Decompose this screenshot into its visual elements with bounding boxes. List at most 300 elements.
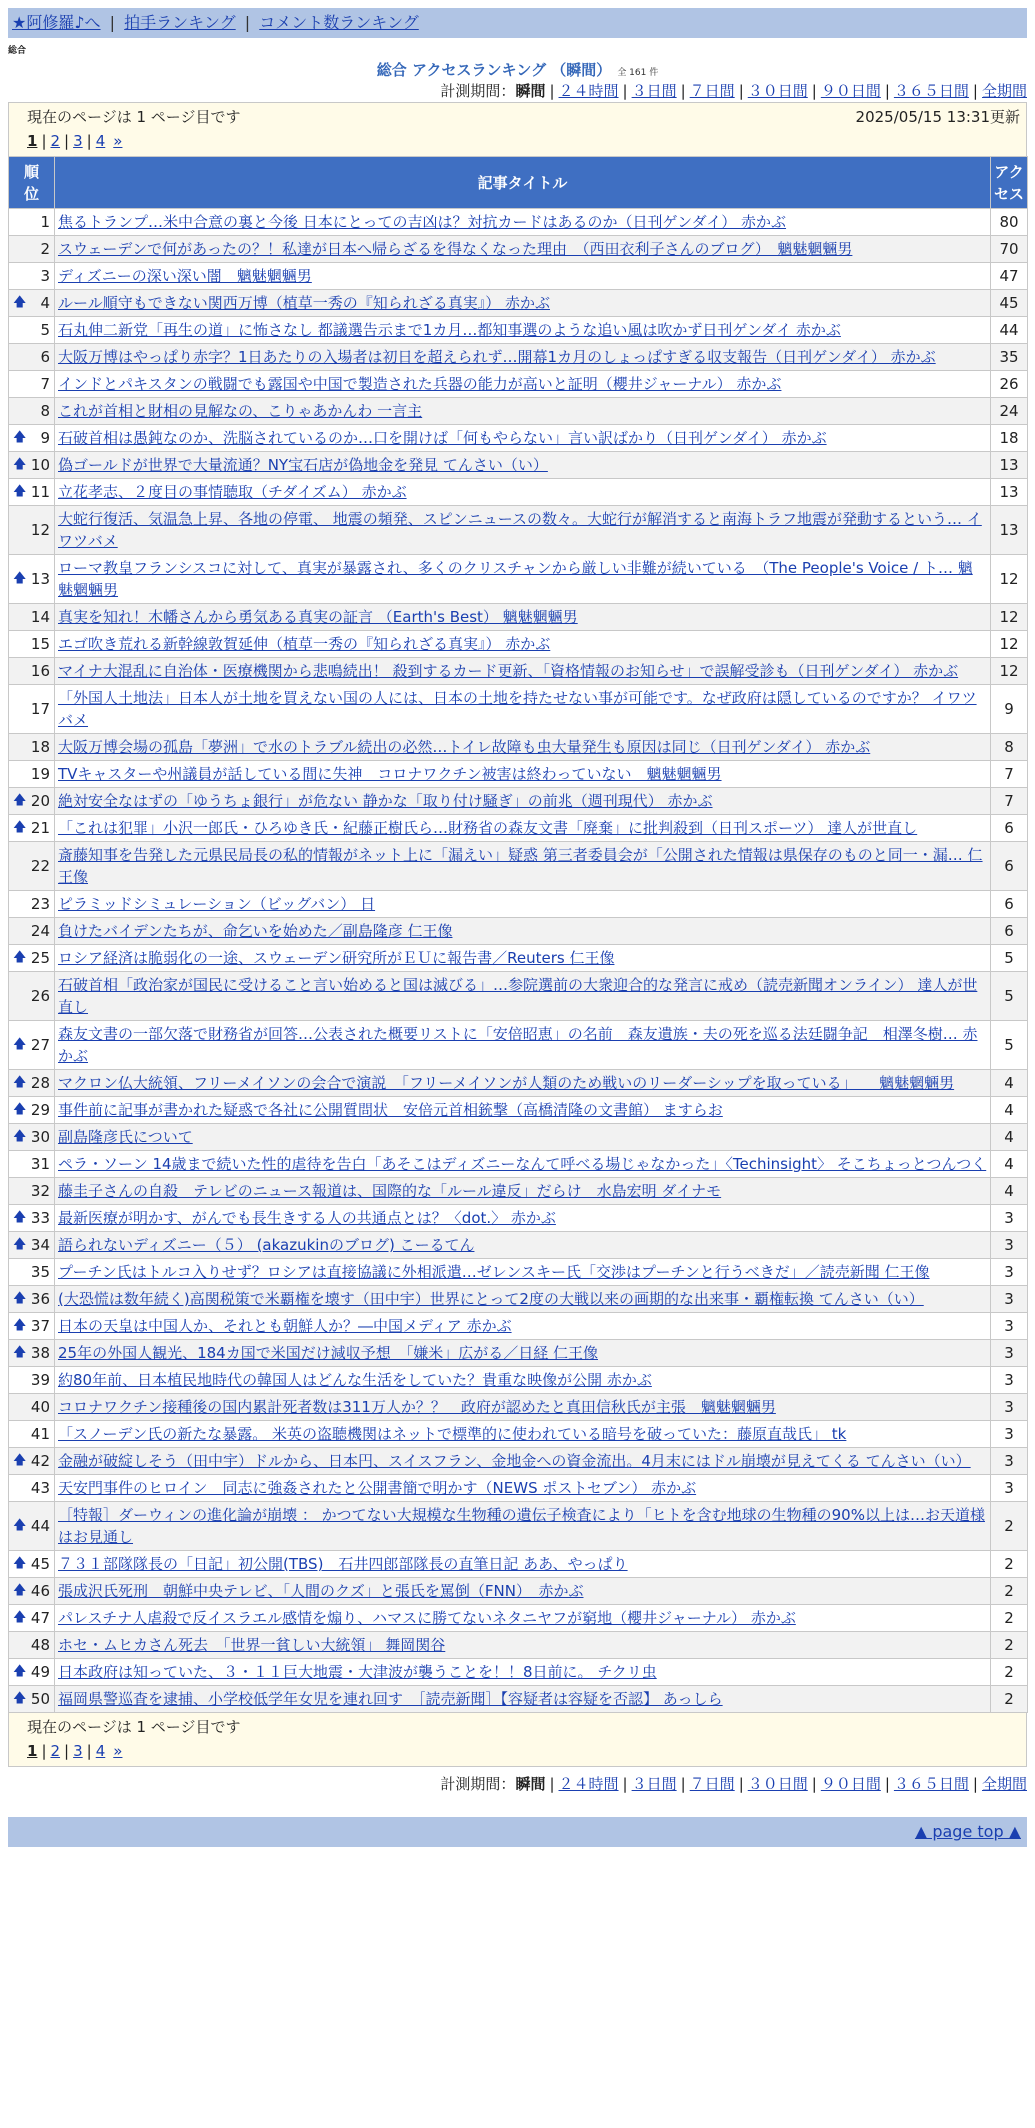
article-link[interactable]: 負けたバイデンたちが、命乞いを始めた／副島隆彦 仁王像 bbox=[58, 922, 453, 940]
page-separator: | bbox=[86, 1742, 92, 1760]
period-link-6[interactable]: ３６５日間 bbox=[893, 82, 969, 100]
rank-number: 20 bbox=[30, 792, 50, 810]
rank-cell bbox=[9, 1205, 55, 1232]
table-row bbox=[9, 815, 1028, 842]
rank-cell bbox=[9, 1286, 55, 1313]
up-arrow-icon: 🡅 bbox=[13, 1691, 27, 1706]
period-link-5[interactable]: ９０日間 bbox=[820, 1775, 881, 1793]
rank-number: 27 bbox=[30, 1036, 50, 1054]
title-cell bbox=[55, 1021, 991, 1070]
article-link[interactable]: 大阪万博会場の孤島「夢洲」で水のトラブル続出の必然…トイレ故障も虫大量発生も原因は同じ（日刊ゲンダイ） 赤かぶ bbox=[58, 738, 871, 756]
article-link[interactable]: ペラ・ソーン 14歳まで続いた性的虐待を告白「あそこはディズニーなんて呼べる場じゃなかった」〈Techinsight〉 そこちょっとつんつく bbox=[58, 1155, 987, 1173]
article-link[interactable]: 副島隆彦氏について bbox=[58, 1128, 193, 1146]
home-link[interactable]: ★阿修羅♪へ bbox=[12, 13, 101, 32]
title-cell bbox=[55, 1340, 991, 1367]
access-count: 3 bbox=[991, 1340, 1028, 1367]
table-row bbox=[9, 506, 1028, 555]
title-cell bbox=[55, 1605, 991, 1632]
access-count: 26 bbox=[991, 371, 1028, 398]
period-separator: | bbox=[549, 1775, 555, 1793]
rank-number: 21 bbox=[30, 819, 50, 837]
table-row bbox=[9, 1632, 1028, 1659]
rank-cell bbox=[9, 604, 55, 631]
article-link[interactable]: プーチン氏はトルコ入りせず？ロシアは直接協議に外相派遣…ゼレンスキー氏「交渉はプーチンと行うべきだ」／読売新聞 仁王像 bbox=[58, 1263, 930, 1281]
up-arrow-icon: 🡅 bbox=[13, 793, 27, 808]
title-cell bbox=[55, 1448, 991, 1475]
access-count: 3 bbox=[991, 1259, 1028, 1286]
title-cell bbox=[55, 1367, 991, 1394]
rank-number: 28 bbox=[30, 1074, 50, 1092]
article-link[interactable]: 石破首相「政治家が国民に受けること言い始めると国は滅びる」…参院選前の大衆迎合的な発言に戒め（読売新聞オンライン） 達人が世直し bbox=[58, 976, 978, 1016]
rank-cell bbox=[9, 1475, 55, 1502]
table-row bbox=[9, 1448, 1028, 1475]
access-count: 2 bbox=[991, 1502, 1028, 1551]
table-row bbox=[9, 1659, 1028, 1686]
access-count: 9 bbox=[991, 685, 1028, 734]
rank-cell bbox=[9, 1686, 55, 1713]
rank-cell bbox=[9, 1259, 55, 1286]
nav-separator: | bbox=[244, 13, 251, 32]
rank-number: 10 bbox=[30, 456, 50, 474]
article-link[interactable]: TVキャスターや州議員が話している間に失神 コロナワクチン被害は終わっていない 魑魅魍魎男 bbox=[58, 765, 722, 783]
article-link[interactable]: ［特報］ダーウィンの進化論が崩壊 ： かつてない大規模な生物種の遺伝子検査により「ヒトを含む地球の生物種の90%以上は…お天道様はお見通し bbox=[58, 1506, 985, 1546]
up-arrow-icon: 🡅 bbox=[13, 571, 27, 586]
rank-cell bbox=[9, 506, 55, 555]
rank-number: 2 bbox=[40, 240, 50, 258]
article-link[interactable]: 約80年前、日本植民地時代の韓国人はどんな生活をしていた？貴重な映像が公開 赤かぶ bbox=[58, 1371, 652, 1389]
article-link[interactable]: 日本の天皇は中国人か、それとも朝鮮人か？―中国メディア 赤かぶ bbox=[58, 1317, 512, 1335]
rank-cell bbox=[9, 236, 55, 263]
table-row bbox=[9, 604, 1028, 631]
article-link[interactable]: 森友文書の一部欠落で財務省が回答…公表された概要リストに「安倍昭恵」の名前 森友遺族・夫の死を巡る法廷闘争記 相澤冬樹… 赤かぶ bbox=[58, 1025, 978, 1065]
article-link[interactable]: ７３１部隊隊長の「日記」初公開(TBS) 石井四郎部隊長の直筆日記 ああ、やっぱり bbox=[58, 1555, 628, 1573]
table-row bbox=[9, 631, 1028, 658]
access-count: 13 bbox=[991, 506, 1028, 555]
access-count: 7 bbox=[991, 761, 1028, 788]
article-link[interactable]: 金融が破綻しそう（田中宇）ドルから、日本円、スイスフラン、金地金への資金流出。4月末にはドル崩壊が見えてくる てんさい（い） bbox=[58, 1452, 971, 1470]
article-link[interactable]: ホセ・ムヒカさん死去 「世界一貧しい大統領」 舞岡関谷 bbox=[58, 1636, 446, 1654]
period-separator: | bbox=[680, 1775, 686, 1793]
table-row bbox=[9, 918, 1028, 945]
up-arrow-icon: 🡅 bbox=[13, 1102, 27, 1117]
period-separator: | bbox=[622, 82, 628, 100]
page-title bbox=[8, 60, 1027, 80]
up-arrow-icon: 🡅 bbox=[13, 1556, 27, 1571]
title-cell bbox=[55, 1686, 991, 1713]
article-link[interactable]: 張成沢氏死刑 朝鮮中央テレビ、「人間のクズ」と張氏を罵倒（FNN） 赤かぶ bbox=[58, 1582, 584, 1600]
rank-number: 3 bbox=[40, 267, 50, 285]
rank-cell bbox=[9, 371, 55, 398]
rank-number: 31 bbox=[30, 1155, 50, 1173]
table-row bbox=[9, 1205, 1028, 1232]
table-row bbox=[9, 1070, 1028, 1097]
rank-cell bbox=[9, 1178, 55, 1205]
access-count: 18 bbox=[991, 425, 1028, 452]
article-link[interactable]: スウェーデンで何があったの？！私達が日本へ帰らざるを得なくなった理由 （西田衣利子さんのブログ） 魑魅魍魎男 bbox=[58, 240, 853, 258]
period-link-3[interactable]: ７日間 bbox=[689, 1775, 735, 1793]
access-count: 12 bbox=[991, 658, 1028, 685]
rank-cell bbox=[9, 842, 55, 891]
access-count: 4 bbox=[991, 1124, 1028, 1151]
up-arrow-icon: 🡅 bbox=[13, 1129, 27, 1144]
rank-number: 7 bbox=[40, 375, 50, 393]
rank-cell bbox=[9, 555, 55, 604]
article-link[interactable]: インドとパキスタンの戦闘でも露国や中国で製造された兵器の能力が高いと証明（櫻井ジャーナル） 赤かぶ bbox=[58, 375, 782, 393]
table-row bbox=[9, 891, 1028, 918]
access-count: 7 bbox=[991, 788, 1028, 815]
access-count: 13 bbox=[991, 452, 1028, 479]
access-header: アクセス bbox=[991, 157, 1028, 209]
rank-cell bbox=[9, 425, 55, 452]
rank-number: 24 bbox=[30, 922, 50, 940]
article-link[interactable]: 「これは犯罪」小沢一郎氏・ひろゆき氏・紀藤正樹氏ら…財務省の森友文書「廃棄」に批判殺到（日刊スポーツ） 達人が世直し bbox=[58, 819, 918, 837]
article-link[interactable]: 焦るトランプ…米中合意の裏と今後 日本にとっての吉凶は？対抗カードはあるのか（日刊ゲンダイ） 赤かぶ bbox=[58, 213, 787, 231]
table-row bbox=[9, 1232, 1028, 1259]
title-cell bbox=[55, 1475, 991, 1502]
article-link[interactable]: 最新医療が明かす、がんでも長生きする人の共通点とは？〈dot.〉 赤かぶ bbox=[58, 1209, 556, 1227]
table-row bbox=[9, 1421, 1028, 1448]
table-row bbox=[9, 1394, 1028, 1421]
article-link[interactable]: 偽ゴールドが世界で大量流通？NY宝石店が偽地金を発見 てんさい（い） bbox=[58, 456, 548, 474]
title-cell bbox=[55, 506, 991, 555]
period-link-5[interactable]: ９０日間 bbox=[820, 82, 881, 100]
access-count: 12 bbox=[991, 555, 1028, 604]
title-cell bbox=[55, 918, 991, 945]
article-link[interactable]: 福岡県警巡査を逮捕、小学校低学年女児を連れ回す ［読売新聞］【容疑者は容疑を否認】 あっしら bbox=[58, 1690, 723, 1708]
access-count: 70 bbox=[991, 236, 1028, 263]
table-row bbox=[9, 658, 1028, 685]
article-link[interactable]: 語られないディズニー（５） (akazukinのブログ) こーるてん bbox=[58, 1236, 475, 1254]
title-cell bbox=[55, 425, 991, 452]
access-count: 44 bbox=[991, 317, 1028, 344]
title-cell bbox=[55, 344, 991, 371]
title-cell bbox=[55, 734, 991, 761]
rank-number: 43 bbox=[30, 1479, 50, 1497]
rank-number: 19 bbox=[30, 765, 50, 783]
rank-cell bbox=[9, 479, 55, 506]
rank-cell bbox=[9, 1367, 55, 1394]
rank-cell bbox=[9, 452, 55, 479]
rank-cell bbox=[9, 344, 55, 371]
rank-cell bbox=[9, 1124, 55, 1151]
page-link-3[interactable]: 3 bbox=[73, 132, 83, 150]
access-count: 3 bbox=[991, 1286, 1028, 1313]
table-row bbox=[9, 1578, 1028, 1605]
rank-number: 13 bbox=[30, 570, 50, 588]
page-top-link[interactable]: ▲ page top ▲ bbox=[914, 1822, 1021, 1841]
page-separator: | bbox=[64, 132, 70, 150]
access-count: 2 bbox=[991, 1659, 1028, 1686]
access-count: 12 bbox=[991, 604, 1028, 631]
title-header: 記事タイトル bbox=[55, 157, 991, 209]
rank-cell bbox=[9, 788, 55, 815]
article-link[interactable]: 真実を知れ！木幡さんから勇気ある真実の証言 （Earth's Best） 魑魅魍魎男 bbox=[58, 608, 578, 626]
article-link[interactable]: 絶対安全なはずの「ゆうちょ銀行」が危ない 静かな「取り付け騒ぎ」の前兆（週刊現代） 赤かぶ bbox=[58, 792, 713, 810]
access-count: 80 bbox=[991, 209, 1028, 236]
table-row bbox=[9, 1151, 1028, 1178]
period-current: 瞬間 bbox=[515, 82, 546, 100]
rank-number: 8 bbox=[40, 402, 50, 420]
access-count: 2 bbox=[991, 1605, 1028, 1632]
title-cell bbox=[55, 972, 991, 1021]
article-link[interactable]: エゴ吹き荒れる新幹線敦賀延伸（植草一秀の『知られざる真実』） 赤かぶ bbox=[58, 635, 551, 653]
period-link-1[interactable]: ２４時間 bbox=[558, 82, 619, 100]
access-count: 6 bbox=[991, 842, 1028, 891]
page-current: 1 bbox=[27, 132, 38, 150]
title-cell bbox=[55, 1232, 991, 1259]
rank-cell bbox=[9, 1232, 55, 1259]
table-row bbox=[9, 842, 1028, 891]
title-cell bbox=[55, 1151, 991, 1178]
rank-number: 44 bbox=[30, 1517, 50, 1535]
period-separator: | bbox=[972, 82, 978, 100]
article-link[interactable]: ピラミッドシミュレーション（ビッグバン） 日 bbox=[58, 895, 376, 913]
rank-number: 25 bbox=[30, 949, 50, 967]
access-count: 45 bbox=[991, 290, 1028, 317]
period-separator: | bbox=[811, 1775, 817, 1793]
table-row bbox=[9, 209, 1028, 236]
table-row bbox=[9, 1340, 1028, 1367]
access-count: 6 bbox=[991, 918, 1028, 945]
rank-cell bbox=[9, 918, 55, 945]
article-link[interactable]: ルール順守もできない関西万博（植草一秀の『知られざる真実』） 赤かぶ bbox=[58, 294, 550, 312]
article-link[interactable]: ロシア経済は脆弱化の一途、スウェーデン研究所がＥＵに報告書／Reuters 仁王像 bbox=[58, 949, 615, 967]
rank-number: 22 bbox=[30, 857, 50, 875]
period-separator: | bbox=[549, 82, 555, 100]
rank-cell bbox=[9, 1421, 55, 1448]
article-link[interactable]: コロナワクチン接種後の国内累計死者数は311万人か？？ 政府が認めたと真田信秋氏が主張 魑魅魍魎男 bbox=[58, 1398, 776, 1416]
period-link-4[interactable]: ３０日間 bbox=[747, 1775, 808, 1793]
article-link[interactable]: ローマ教皇フランシスコに対して、真実が暴露され、多くのクリスチャンから厳しい非難が続いている （The People's Voice / ト… 魑魅魍魎男 bbox=[58, 559, 973, 599]
article-link[interactable]: マクロン仏大統領、フリーメイソンの会合で演説 「フリーメイソンが人類のため戦いのリーダーシップを取っている」 魑魅魍魎男 bbox=[58, 1074, 955, 1092]
page-link-4[interactable]: 4 bbox=[95, 132, 106, 150]
rank-cell bbox=[9, 734, 55, 761]
title-cell bbox=[55, 842, 991, 891]
up-arrow-icon: 🡅 bbox=[13, 950, 27, 965]
article-link[interactable]: 「スノーデン氏の新たな暴露。 米英の盗聴機関はネットで標準的に使われている暗号を破っていた：藤原直哉氏」 tk bbox=[58, 1425, 847, 1443]
rank-cell bbox=[9, 290, 55, 317]
period-link-1[interactable]: ２４時間 bbox=[558, 1775, 619, 1793]
page-next-link[interactable]: » bbox=[113, 1742, 123, 1760]
article-link[interactable]: パレスチナ人虐殺で反イスラエル感情を煽り、ハマスに勝てないネタニヤフが窮地（櫻井ジャーナル） 赤かぶ bbox=[58, 1609, 796, 1627]
article-link[interactable]: マイナ大混乱に自治体・医療機関から悲鳴続出！ 殺到するカード更新、「資格情報のお知らせ」で誤解受診も（日刊ゲンダイ） 赤かぶ bbox=[58, 662, 959, 680]
title-cell bbox=[55, 604, 991, 631]
rank-cell bbox=[9, 685, 55, 734]
table-row bbox=[9, 1551, 1028, 1578]
table-row bbox=[9, 1124, 1028, 1151]
article-link[interactable]: 天安門事件のヒロイン 同志に強姦されたと公開書簡で明かす（NEWS ポストセブン） 赤かぶ bbox=[58, 1479, 697, 1497]
up-arrow-icon: 🡅 bbox=[13, 1518, 27, 1533]
rank-number: 37 bbox=[30, 1317, 50, 1335]
title-cell bbox=[55, 1205, 991, 1232]
updated-timestamp: 2025/05/15 13:31更新 bbox=[855, 108, 1020, 126]
rank-number: 40 bbox=[30, 1398, 50, 1416]
rank-number: 36 bbox=[30, 1290, 50, 1308]
period-link-4[interactable]: ３０日間 bbox=[747, 82, 808, 100]
period-link-7[interactable]: 全期間 bbox=[981, 82, 1027, 100]
page-separator: | bbox=[41, 1742, 47, 1760]
article-link[interactable]: 事件前に記事が書かれた疑惑で各社に公開質問状 安倍元首相銃撃（高橋清隆の文書館） ますらお bbox=[58, 1101, 723, 1119]
article-link[interactable]: ディズニーの深い深い闇 魑魅魍魎男 bbox=[58, 267, 312, 285]
title-cell bbox=[55, 1578, 991, 1605]
title-cell bbox=[55, 263, 991, 290]
rank-number: 5 bbox=[40, 321, 50, 339]
period-label: 計測期間： bbox=[440, 82, 516, 100]
page-link-4[interactable]: 4 bbox=[95, 1742, 106, 1760]
article-link[interactable]: 立花孝志、２度目の事情聴取（チダイズム） 赤かぶ bbox=[58, 483, 407, 501]
period-link-7[interactable]: 全期間 bbox=[981, 1775, 1027, 1793]
table-row bbox=[9, 263, 1028, 290]
rank-cell bbox=[9, 209, 55, 236]
page-link-2[interactable]: 2 bbox=[50, 1742, 61, 1760]
access-count: 3 bbox=[991, 1205, 1028, 1232]
table-row bbox=[9, 1475, 1028, 1502]
access-count: 2 bbox=[991, 1551, 1028, 1578]
article-link[interactable]: これが首相と財相の見解なの、こりゃあかんわ 一言主 bbox=[58, 402, 423, 420]
article-link[interactable]: 石破首相は愚鈍なのか、洗脳されているのか…口を開けば「何もやらない」言い訳ばかり（日刊ゲンダイ） 赤かぶ bbox=[58, 429, 827, 447]
access-count: 24 bbox=[991, 398, 1028, 425]
period-label: 計測期間： bbox=[440, 1775, 516, 1793]
article-link[interactable]: 石丸伸二新党「再生の道」に怖さなし 都議選告示まで1カ月…都知事選のような追い風は吹かず日刊ゲンダイ 赤かぶ bbox=[58, 321, 841, 339]
table-row bbox=[9, 398, 1028, 425]
up-arrow-icon: 🡅 bbox=[13, 1345, 27, 1360]
title-cell bbox=[55, 1070, 991, 1097]
rank-cell bbox=[9, 891, 55, 918]
comment-ranking-link[interactable]: コメント数ランキング bbox=[259, 13, 419, 32]
rank-cell bbox=[9, 815, 55, 842]
rank-cell bbox=[9, 1340, 55, 1367]
title-cell bbox=[55, 685, 991, 734]
rank-number: 48 bbox=[30, 1636, 50, 1654]
rank-cell bbox=[9, 1502, 55, 1551]
rank-header: 順位 bbox=[9, 157, 55, 209]
article-link[interactable]: 斎藤知事を告発した元県民局長の私的情報がネット上に「漏えい」疑惑 第三者委員会が「公開された情報は県保存のものと同一・漏… 仁王像 bbox=[58, 846, 983, 886]
up-arrow-icon: 🡅 bbox=[13, 430, 27, 445]
up-arrow-icon: 🡅 bbox=[13, 295, 27, 310]
rank-number: 6 bbox=[40, 348, 50, 366]
rank-number: 4 bbox=[40, 294, 50, 312]
period-separator: | bbox=[811, 82, 817, 100]
title-cell bbox=[55, 452, 991, 479]
pager bbox=[27, 1739, 1020, 1763]
title-cell bbox=[55, 1394, 991, 1421]
up-arrow-icon: 🡅 bbox=[13, 1318, 27, 1333]
rank-cell bbox=[9, 398, 55, 425]
period-selector bbox=[8, 1773, 1027, 1795]
rank-cell bbox=[9, 945, 55, 972]
article-link[interactable]: 大阪万博はやっぱり赤字？1日あたりの入場者は初日を超えられず…開幕1カ月のしょっぱすぎる収支報告（日刊ゲンダイ） 赤かぶ bbox=[58, 348, 936, 366]
rank-number: 16 bbox=[30, 662, 50, 680]
title-cell bbox=[55, 788, 991, 815]
article-link[interactable]: 25年の外国人観光、184カ国で米国だけ減収予想 「嫌米」広がる／日経 仁王像 bbox=[58, 1344, 598, 1362]
up-arrow-icon: 🡅 bbox=[13, 820, 27, 835]
rank-cell bbox=[9, 1578, 55, 1605]
access-count: 47 bbox=[991, 263, 1028, 290]
title-cell bbox=[55, 1097, 991, 1124]
access-count: 3 bbox=[991, 1313, 1028, 1340]
rank-number: 1 bbox=[40, 213, 50, 231]
table-row bbox=[9, 1605, 1028, 1632]
page-link-3[interactable]: 3 bbox=[73, 1742, 83, 1760]
period-link-6[interactable]: ３６５日間 bbox=[893, 1775, 969, 1793]
top-nav-bar bbox=[8, 8, 1027, 38]
up-arrow-icon: 🡅 bbox=[13, 1210, 27, 1225]
up-arrow-icon: 🡅 bbox=[13, 1664, 27, 1679]
rank-number: 26 bbox=[30, 987, 50, 1005]
rank-number: 30 bbox=[30, 1128, 50, 1146]
article-link[interactable]: 「外国人土地法」日本人が土地を買えない国の人には、日本の土地を持たせない事が可能です。なぜ政府は隠しているのですか？ イワツバメ bbox=[58, 689, 977, 729]
up-arrow-icon: 🡅 bbox=[13, 1291, 27, 1306]
clap-ranking-link[interactable]: 拍手ランキング bbox=[124, 13, 236, 32]
rank-cell bbox=[9, 1551, 55, 1578]
current-page-text: 現在のページは 1 ページ目です bbox=[27, 1718, 241, 1736]
title-cell bbox=[55, 1286, 991, 1313]
rank-cell bbox=[9, 1313, 55, 1340]
rank-number: 33 bbox=[30, 1209, 50, 1227]
page-link-2[interactable]: 2 bbox=[50, 132, 61, 150]
table-row bbox=[9, 972, 1028, 1021]
page-separator: | bbox=[64, 1742, 70, 1760]
rank-cell bbox=[9, 1632, 55, 1659]
rank-cell bbox=[9, 972, 55, 1021]
title-cell bbox=[55, 1632, 991, 1659]
title-cell bbox=[55, 290, 991, 317]
rank-number: 18 bbox=[30, 738, 50, 756]
access-count: 4 bbox=[991, 1178, 1028, 1205]
article-link[interactable]: 日本政府は知っていた、３・１１巨大地震・大津波が襲うことを！！8日前に。 チクリ虫 bbox=[58, 1663, 657, 1681]
table-row bbox=[9, 371, 1028, 398]
article-link[interactable]: 大蛇行復活、気温急上昇、各地の停電、 地震の頻発、スピンニュースの数々。大蛇行が解消すると南海トラフ地震が発動するという… イワツバメ bbox=[58, 510, 982, 550]
title-cell bbox=[55, 236, 991, 263]
title-cell bbox=[55, 479, 991, 506]
period-separator: | bbox=[680, 82, 686, 100]
article-link[interactable]: (大恐慌は数年続く)高関税策で米覇権を壊す（田中宇）世界にとって2度の大戦以来の画期的な出来事・覇権転換 てんさい（い） bbox=[58, 1290, 924, 1308]
period-link-2[interactable]: ３日間 bbox=[631, 1775, 677, 1793]
rank-number: 46 bbox=[30, 1582, 50, 1600]
rank-cell bbox=[9, 317, 55, 344]
title-cell bbox=[55, 317, 991, 344]
rank-number: 12 bbox=[30, 521, 50, 539]
access-count: 3 bbox=[991, 1475, 1028, 1502]
table-row bbox=[9, 1097, 1028, 1124]
access-count: 3 bbox=[991, 1421, 1028, 1448]
rank-cell bbox=[9, 1151, 55, 1178]
page-next-link[interactable]: » bbox=[113, 132, 123, 150]
article-link[interactable]: 藤圭子さんの自殺 テレビのニュース報道は、国際的な「ルール違反」だらけ 水島宏明 ダイナモ bbox=[58, 1182, 722, 1200]
period-link-2[interactable]: ３日間 bbox=[631, 82, 677, 100]
rank-number: 49 bbox=[30, 1663, 50, 1681]
rank-cell bbox=[9, 658, 55, 685]
access-count: 4 bbox=[991, 1097, 1028, 1124]
table-row bbox=[9, 1021, 1028, 1070]
page-separator: | bbox=[41, 132, 47, 150]
table-row bbox=[9, 1178, 1028, 1205]
page-current: 1 bbox=[27, 1742, 38, 1760]
table-row bbox=[9, 290, 1028, 317]
table-row bbox=[9, 734, 1028, 761]
rank-number: 34 bbox=[30, 1236, 50, 1254]
title-cell bbox=[55, 1502, 991, 1551]
title-cell bbox=[55, 1178, 991, 1205]
table-row bbox=[9, 945, 1028, 972]
rank-cell bbox=[9, 1394, 55, 1421]
rank-number: 14 bbox=[30, 608, 50, 626]
rank-cell bbox=[9, 761, 55, 788]
period-link-3[interactable]: ７日間 bbox=[689, 82, 735, 100]
up-arrow-icon: 🡅 bbox=[13, 1610, 27, 1625]
table-row bbox=[9, 344, 1028, 371]
title-cell bbox=[55, 1259, 991, 1286]
